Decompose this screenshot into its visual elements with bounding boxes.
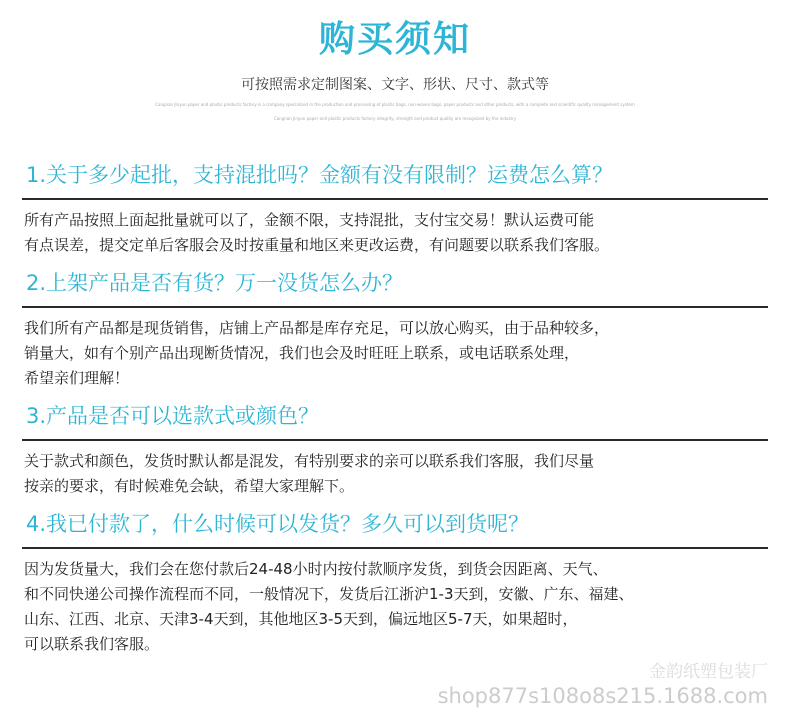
faq-section-3 xyxy=(22,401,768,499)
faq-section-1 xyxy=(22,160,768,258)
answer-line: 关于款式和颜色，发货时默认都是混发，有特别要求的亲可以联系我们客服，我们尽量 xyxy=(24,452,595,470)
faq-sections xyxy=(22,160,768,667)
answer-line: 因为发货量大，我们会在您付款后24-48小时内按付款顺序发货，到货会因距离、天气、 xyxy=(24,560,608,578)
fine-print-line-2: Cangnan Jinyun paper and plastic products factory integrity, strength and product quality are recognized by the industry xyxy=(273,116,517,121)
answer-line: 山东、江西、北京、天津3-4天到，其他地区3-5天到，偏远地区5-7天，如果超时， xyxy=(24,610,578,628)
fine-print-line-1: Cangnan Jinyun paper and plastic products factory is a company specialized in the production and processing of plastic bags, non-woven bags, paper products and other products, with a complete and scientific quality management system xyxy=(155,102,635,107)
header xyxy=(0,0,790,122)
divider xyxy=(22,306,768,308)
answer-line: 有点误差，提交定单后客服会及时按重量和地区来更改运费，有问题要以联系我们客服。 xyxy=(24,236,610,254)
faq-answer xyxy=(22,449,768,499)
page-subtitle: 可按照需求定制图案、文字、形状、尺寸、款式等 xyxy=(241,77,549,93)
divider xyxy=(22,547,768,549)
faq-question: 1.关于多少起批，支持混批吗？金额有没有限制？运费怎么算？ xyxy=(26,163,614,187)
answer-line: 希望亲们理解！ xyxy=(24,369,130,387)
answer-line: 所有产品按照上面起批量就可以了，金额不限，支持混批，支付宝交易！默认运费可能 xyxy=(24,211,595,229)
faq-section-4 xyxy=(22,509,768,657)
divider xyxy=(22,198,768,200)
answer-line: 我们所有产品都是现货销售，店铺上产品都是库存充足，可以放心购买，由于品种较多， xyxy=(24,319,610,337)
faq-answer xyxy=(22,557,768,657)
answer-line: 按亲的要求，有时候难免会缺，希望大家理解下。 xyxy=(24,477,355,495)
answer-line: 和不同快递公司操作流程而不同，一般情况下，发货后江浙沪1-3天到，安徽、广东、福建、 xyxy=(24,585,634,603)
watermark-shop-name: 金韵纸塑包装厂 xyxy=(649,662,768,682)
divider xyxy=(22,439,768,441)
answer-line: 可以联系我们客服。 xyxy=(24,635,160,653)
faq-answer xyxy=(22,316,768,391)
answer-line: 销量大，如有个别产品出现断货情况，我们也会及时旺旺上联系，或电话联系处理， xyxy=(24,344,580,362)
watermark-url: shop877s108o8s215.1688.com xyxy=(437,684,768,708)
faq-question: 4.我已付款了，什么时候可以发货？多久可以到货呢？ xyxy=(26,512,530,536)
faq-answer xyxy=(22,208,768,258)
faq-section-2 xyxy=(22,268,768,391)
faq-question: 3.产品是否可以选款式或颜色？ xyxy=(26,404,320,428)
faq-question: 2.上架产品是否有货？万一没货怎么办？ xyxy=(26,271,404,295)
page-title: 购买须知 xyxy=(318,19,471,60)
